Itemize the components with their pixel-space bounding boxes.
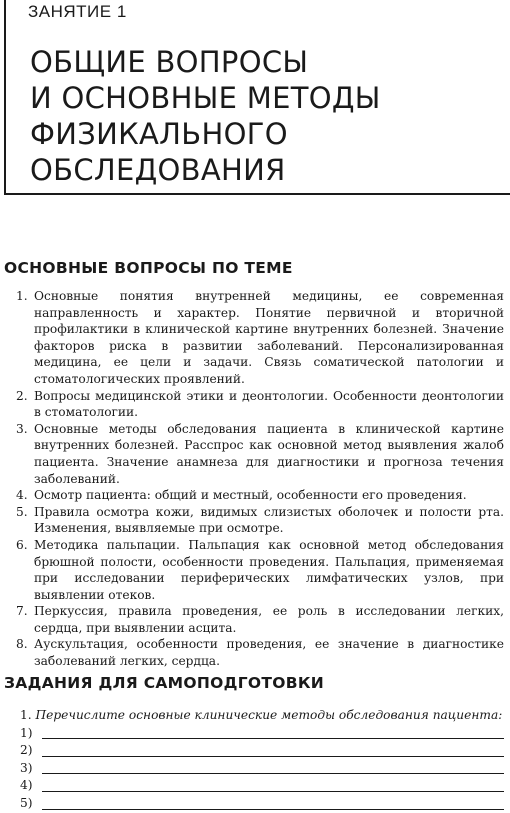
answer-label: 2)	[20, 743, 33, 758]
answer-blank[interactable]	[42, 791, 504, 792]
list-item-text: Перкуссия, правила проведения, ее роль в исследовании легких, сердца, при выявлении асцита.	[34, 604, 504, 635]
chapter-title-line: ОБЩИЕ ВОПРОСЫ	[30, 45, 309, 79]
self-study-tasks	[20, 707, 504, 813]
answer-line[interactable]	[20, 725, 504, 743]
chapter-title-line: И ОСНОВНЫЕ МЕТОДЫ	[30, 81, 381, 115]
list-item-number: 1.	[16, 289, 28, 303]
list-item	[16, 421, 504, 487]
chapter-title	[30, 44, 381, 188]
list-item-number: 3.	[16, 421, 28, 436]
lesson-label: ЗАНЯТИЕ 1	[28, 2, 127, 21]
answer-label: 1)	[20, 725, 33, 740]
answer-line[interactable]	[20, 742, 504, 760]
task-number: 1.	[20, 708, 32, 722]
list-item	[16, 388, 504, 421]
list-item-text: Аускультация, особенности проведения, ее значение в диагностике заболеваний легких, сердца.	[34, 637, 504, 669]
answer-blank[interactable]	[42, 738, 504, 739]
list-item-number: 8.	[16, 637, 28, 652]
list-item	[16, 636, 504, 669]
list-item-text: Основные методы обследования пациента в клинической картине внутренних болезней. Расспрос как основной метод выявления жалоб пациента. Значение анамнеза для диагностики и прогноза течения заболеваний.	[34, 421, 504, 486]
answer-line[interactable]	[20, 795, 504, 813]
answer-line[interactable]	[20, 760, 504, 778]
chapter-vertical-rule	[4, 0, 6, 194]
list-item-number: 4.	[16, 488, 28, 503]
answer-label: 5)	[20, 795, 33, 810]
list-item	[16, 537, 504, 603]
task-text: Перечислите основные клинические методы обследования пациента:	[35, 708, 503, 722]
answer-blank[interactable]	[42, 756, 504, 757]
list-item	[16, 603, 504, 636]
answer-blank[interactable]	[42, 773, 504, 774]
section-heading-main-questions: ОСНОВНЫЕ ВОПРОСЫ ПО ТЕМЕ	[4, 259, 293, 277]
section-heading-self-study-tasks: ЗАДАНИЯ ДЛЯ САМОПОДГОТОВКИ	[4, 674, 325, 692]
list-item-number: 5.	[16, 504, 28, 519]
list-item-text: Правила осмотра кожи, видимых слизистых оболочек и полости рта. Изменения, выявляемые при осмотре.	[34, 504, 504, 536]
chapter-title-line: ФИЗИКАЛЬНОГО	[30, 117, 288, 151]
list-item	[16, 288, 504, 388]
list-item	[16, 504, 504, 537]
list-item-text: Методика пальпации. Пальпация как основной метод обследования брюшной полости, особенности проведения. Пальпация, применяемая при исследовании периферических лимфатических узлов, при выявлении отеков.	[34, 537, 504, 602]
chapter-horizontal-rule	[4, 193, 510, 195]
list-item-text: Вопросы медицинской этики и деонтологии. Особенности деонтологии в стоматологии.	[34, 388, 504, 420]
list-item	[16, 487, 504, 504]
list-item-text: Осмотр пациента: общий и местный, особенности его проведения.	[34, 488, 467, 503]
list-item-text: Основные понятия внутренней медицины, ее современная направленность и характер. Понятие первичной и вторичной профилактики в клинической картине внутренних болезней. Значение факторов риска в развитии заболеваний. Персонализированная медицина, ее цели и задачи. Связь соматической патологии и стоматологических проявлений.	[34, 289, 504, 386]
list-item-number: 2.	[16, 388, 28, 403]
questions-list	[16, 288, 504, 670]
chapter-title-line: ОБСЛЕДОВАНИЯ	[30, 153, 286, 187]
answer-label: 3)	[20, 760, 33, 775]
answer-label: 4)	[20, 778, 33, 793]
list-item-number: 6.	[16, 537, 28, 552]
list-item-number: 7.	[16, 604, 28, 619]
answer-line[interactable]	[20, 777, 504, 795]
task-prompt	[20, 707, 504, 725]
